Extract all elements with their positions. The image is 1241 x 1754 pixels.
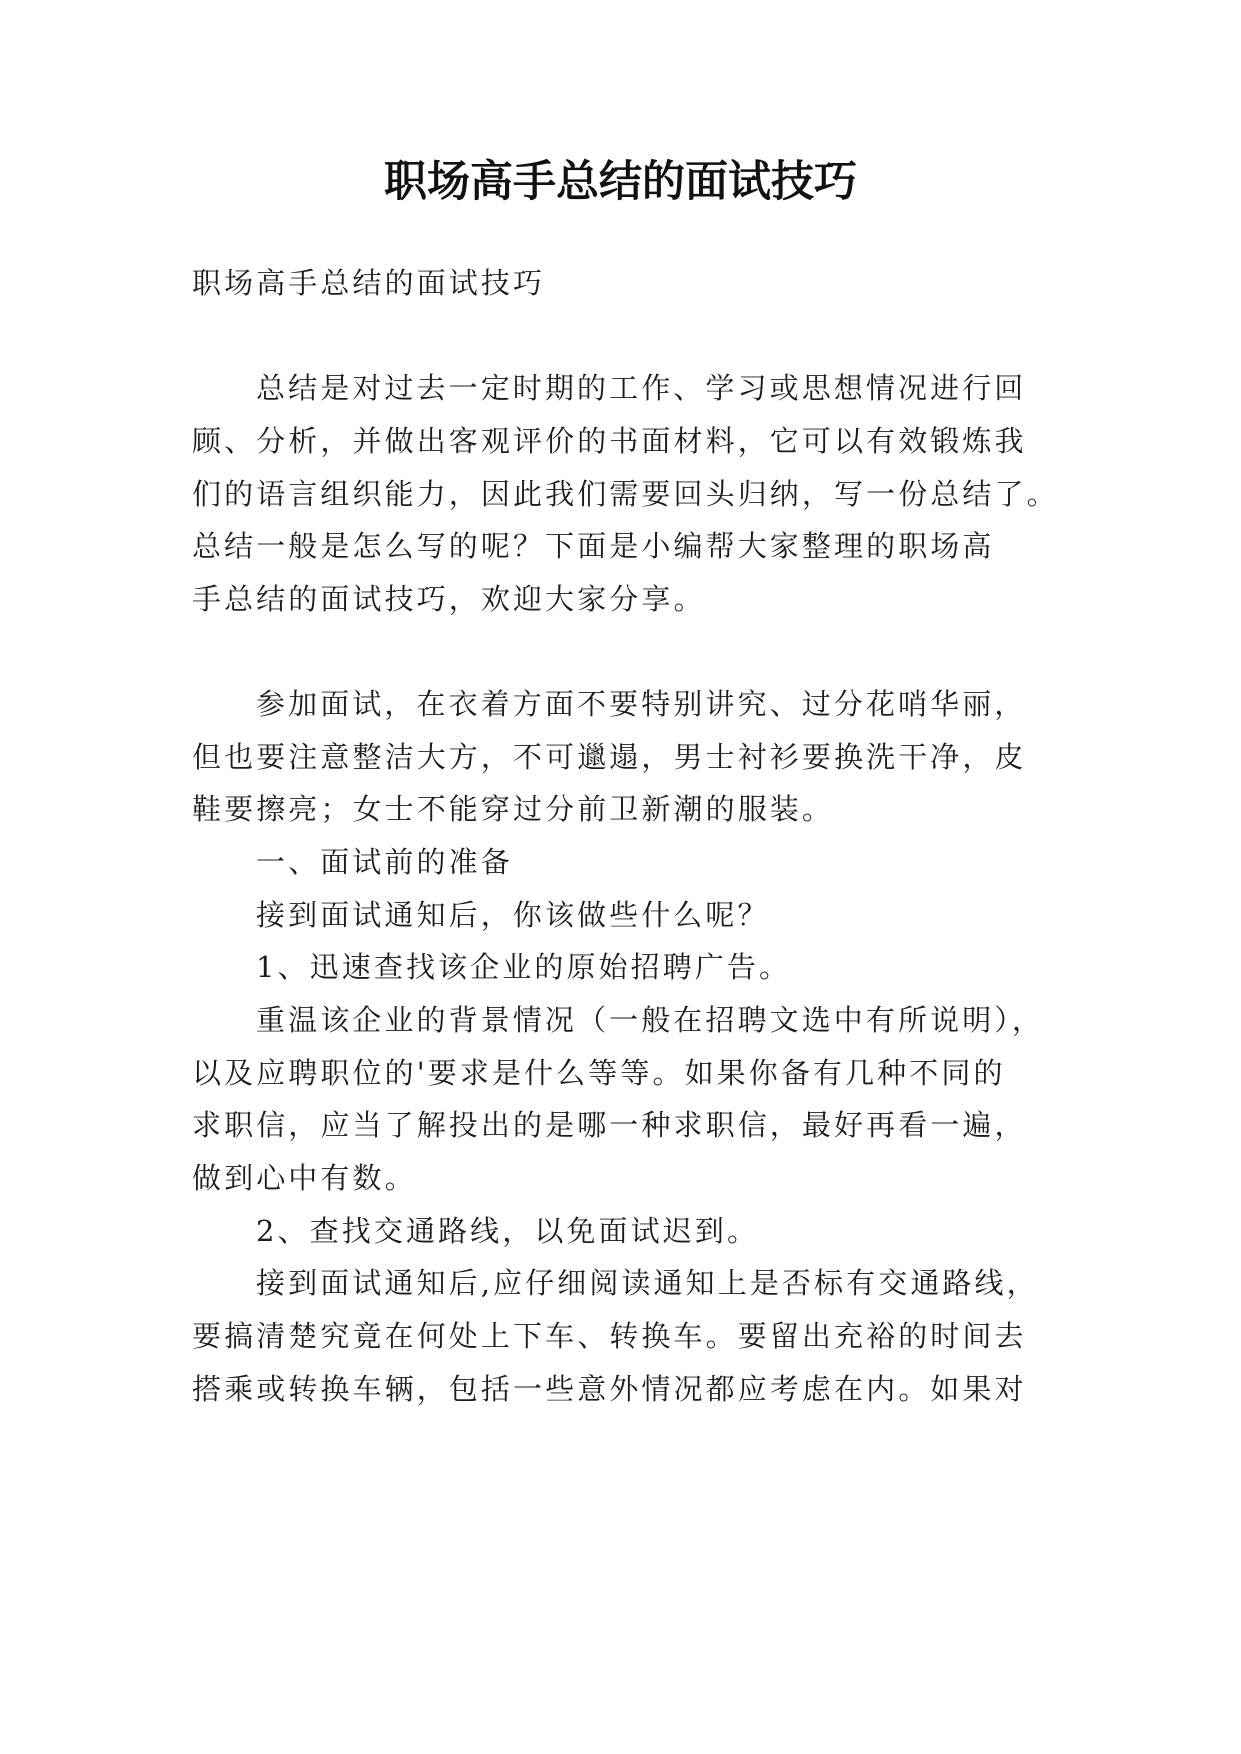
item1-heading: 1、迅速查找该企业的原始招聘广告。 [256, 950, 792, 984]
section-heading: 一、面试前的准备 [256, 845, 513, 879]
intro-line-1: 总结是对过去一定时期的工作、学习或思想情况进行回 [256, 371, 1027, 405]
item1-line-1: 重温该企业的背景情况（一般在招聘文选中有所说明）， [256, 1003, 1045, 1037]
intro-line-4: 总结一般是怎么写的呢？下面是小编帮大家整理的职场高 [192, 529, 995, 563]
item1-line-3: 求职信，应当了解投出的是哪一种求职信，最好再看一遍， [192, 1108, 1027, 1142]
attire-line-3: 鞋要擦亮；女士不能穿过分前卫新潮的服装。 [192, 792, 835, 826]
attire-line-1: 参加面试，在衣着方面不要特别讲究、过分花哨华丽， [256, 687, 1027, 721]
item2-line-2: 要搞清楚究竟在何处上下车、转换车。要留出充裕的时间去 [192, 1319, 1027, 1353]
document-title: 职场高手总结的面试技巧 [384, 157, 857, 207]
item1-line-4: 做到心中有数。 [192, 1161, 417, 1195]
intro-line-5: 手总结的面试技巧，欢迎大家分享。 [192, 582, 706, 616]
item1-line-2: 以及应聘职位的'要求是什么等等。如果你备有几种不同的 [192, 1056, 1006, 1090]
document-subtitle: 职场高手总结的面试技巧 [192, 266, 546, 300]
question-line: 接到面试通知后，你该做些什么呢？ [256, 898, 770, 932]
item2-line-3: 搭乘或转换车辆，包括一些意外情况都应考虑在内。如果对 [192, 1372, 1027, 1406]
item2-heading: 2、查找交通路线，以免面试迟到。 [256, 1214, 760, 1248]
item2-line-1: 接到面试通知后,应仔细阅读通知上是否标有交通路线， [256, 1266, 1039, 1300]
intro-line-3: 们的语言组织能力，因此我们需要回头归纳，写一份总结了。 [192, 477, 1059, 511]
attire-line-2: 但也要注意整洁大方，不可邋遢，男士衬衫要换洗干净，皮 [192, 740, 1027, 774]
intro-line-2: 顾、分析，并做出客观评价的书面材料，它可以有效锻炼我 [192, 424, 1027, 458]
